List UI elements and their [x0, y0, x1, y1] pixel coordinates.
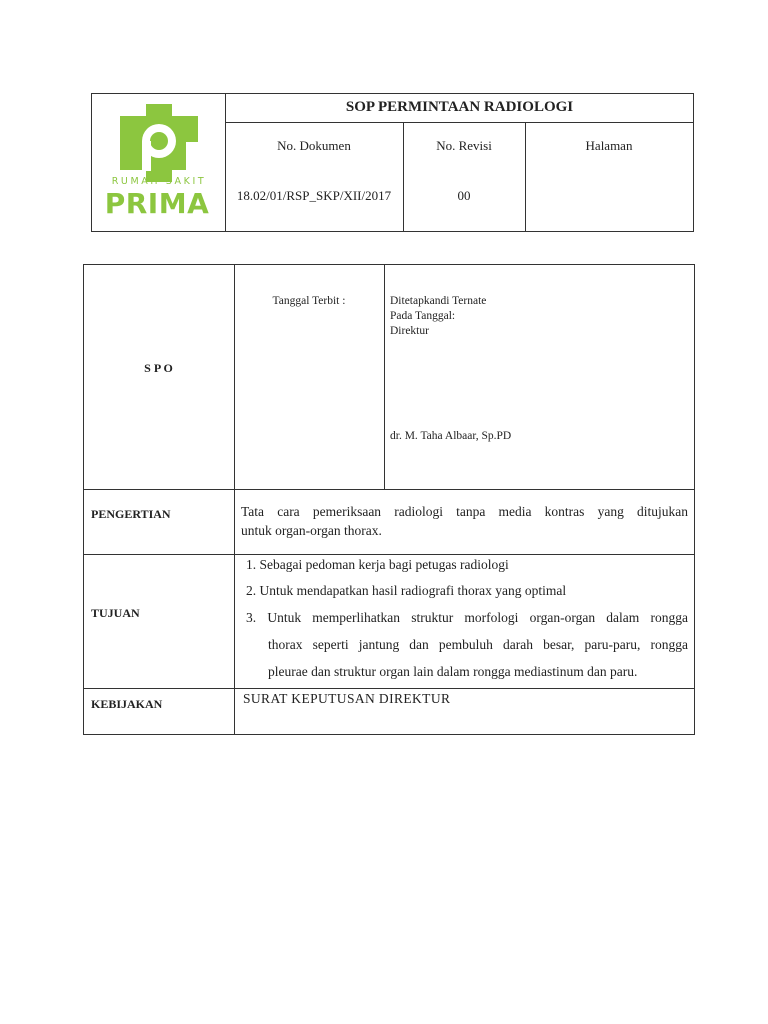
header-divider-title	[225, 122, 694, 123]
logo-name: PRIMA	[104, 187, 210, 220]
document-title: SOP PERMINTAAN RADIOLOGI	[345, 99, 574, 115]
label-no-dokumen: No. Dokumen	[277, 138, 351, 153]
ditetapkan-text: Ditetapkandi Ternate	[390, 295, 487, 307]
value-no-revisi: 00	[457, 188, 471, 203]
label-halaman: Halaman	[585, 138, 633, 153]
main-border-right	[694, 264, 695, 735]
main-divider-spo	[384, 264, 385, 490]
kebijakan-value: SURAT KEPUTUSAN DIREKTUR	[243, 691, 451, 706]
header-border-left	[91, 93, 92, 232]
main-border-top	[83, 264, 695, 265]
pada-tanggal-text: Pada Tanggal:	[390, 310, 456, 322]
spo-label: S P O	[144, 361, 173, 375]
value-no-dokumen: 18.02/01/RSP_SKP/XII/2017	[236, 188, 392, 203]
row-divider-tujuan	[83, 688, 695, 689]
header-border-bottom	[91, 231, 694, 232]
tujuan-item-2: 2. Untuk mendapatkan hasil radiografi thorax yang optimal	[246, 583, 567, 598]
direktur-text: Direktur	[390, 325, 429, 337]
row-divider-pengertian	[83, 554, 695, 555]
logo-subtitle: RUMAH SAKIT	[111, 176, 207, 187]
main-divider-label	[234, 264, 235, 735]
hospital-logo	[100, 100, 218, 224]
main-border-bottom	[83, 734, 695, 735]
row-divider-spo	[83, 489, 695, 490]
main-border-left	[83, 264, 84, 735]
tujuan-item-3-cont-2: pleurae dan struktur organ lain dalam rongga mediastinum dan paru.	[268, 664, 638, 679]
pengertian-line-1: Tata cara pemeriksaan radiologi tanpa media kontras yang ditujukan	[241, 504, 688, 519]
label-no-revisi: No. Revisi	[436, 138, 492, 153]
tujuan-item-1: 1. Sebagai pedoman kerja bagi petugas radiologi	[246, 557, 509, 572]
pengertian-line-2: untuk organ-organ thorax.	[241, 523, 382, 538]
tujuan-item-3-cont-1: thorax seperti jantung dan pembuluh darah besar, paru-paru, rongga	[268, 637, 688, 652]
tanggal-terbit-label: Tanggal Terbit :	[272, 295, 346, 307]
tujuan-label: TUJUAN	[91, 606, 140, 620]
signer-name: dr. M. Taha Albaar, Sp.PD	[390, 430, 512, 442]
pengertian-label: PENGERTIAN	[91, 507, 171, 521]
header-border-top	[91, 93, 694, 94]
kebijakan-label: KEBIJAKAN	[91, 697, 163, 711]
tujuan-item-3: 3. Untuk memperlihatkan struktur morfologi organ-organ dalam rongga	[246, 610, 688, 625]
